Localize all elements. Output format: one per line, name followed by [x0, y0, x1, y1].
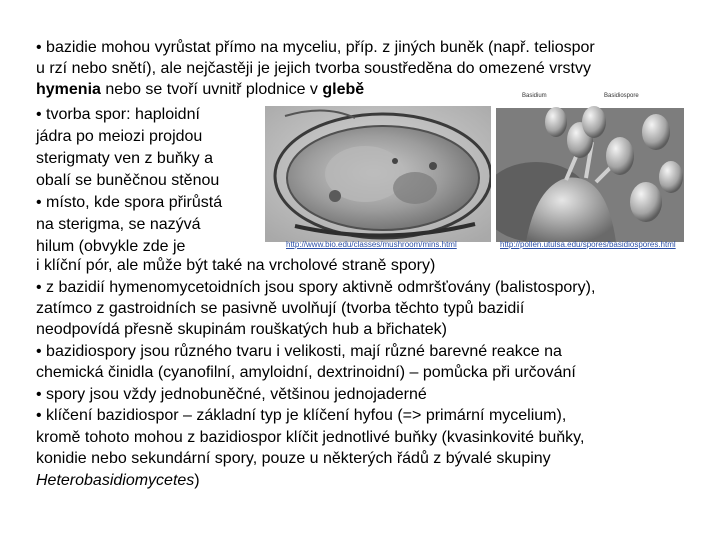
bottom-line-11	[36, 470, 200, 491]
bottom-line-6: chemická činidla (cyanofilní, amyloidní, dextrinoidní) – pomůcka při určování	[36, 364, 576, 381]
bottom-line-4: neodpovídá přesně skupinám rouškatých hub a břichatek)	[36, 321, 447, 338]
term-hymenia: hymenia	[36, 81, 101, 98]
closing-paren: )	[194, 472, 200, 489]
left-line-6: na sterigma, se nazývá	[36, 216, 201, 233]
term-heterobasidiomycetes: Heterobasidiomycetes	[36, 472, 195, 489]
left-line-5: • místo, kde spora přirůstá	[36, 194, 223, 211]
bottom-line-7: • spory jsou vždy jednobuněčné, většinou jednojaderné	[36, 386, 427, 403]
left-line-2: jádra po meiozi projdou	[36, 128, 203, 145]
bottom-line-5: • bazidiospory jsou různého tvaru i velikosti, mají různé barevné reakce na	[36, 343, 562, 360]
bottom-line-3: zatímco z gastroidních se pasivně uvolňují (tvorba těchto typů bazidií	[36, 300, 525, 317]
left-figure-source-link[interactable]: http://www.bio.edu/classes/mushroom/mins.html	[286, 240, 457, 249]
left-line-3: sterigmaty ven z buňky a	[36, 150, 213, 167]
caption-basidium: Basidium	[522, 93, 547, 99]
caption-basidiospore: Basidiospore	[604, 93, 639, 99]
bottom-line-1: i klíční pór, ale může být také na vrcholové straně spory)	[36, 257, 436, 274]
bottom-line-2: • z bazidií hymenomycetoidních jsou spory aktivně odmršťovány (balistospory),	[36, 279, 596, 296]
left-line-1: • tvorba spor: haploidní	[36, 106, 200, 123]
text-line-2: u rzí nebo snětí), ale nejčastěji je jejich tvorba soustředěna do omezené vrstvy	[36, 60, 591, 77]
basidiospore-sem-micrograph	[496, 92, 684, 242]
basidium-tem-micrograph	[265, 106, 491, 242]
bottom-line-10: konidie nebo sekundární spory, pouze u některých řádů z bývalé skupiny	[36, 450, 551, 467]
bottom-line-8: • klíčení bazidiospor – základní typ je klíčení hyfou (=> primární mycelium),	[36, 407, 567, 424]
text-line-3	[36, 79, 364, 100]
text-line-1: • bazidie mohou vyrůstat přímo na myceliu, příp. z jiných buněk (např. teliospor	[36, 39, 595, 56]
left-line-7: hilum (obvykle zde je	[36, 238, 186, 255]
right-figure-source-link[interactable]: http://pollen.utulsa.edu/spores/basidiospores.html	[500, 240, 676, 249]
left-line-4: obalí se buněčnou stěnou	[36, 172, 220, 189]
text-line-3-middle: nebo se tvoří uvnitř plodnice v	[100, 81, 323, 98]
term-gleba: glebě	[322, 81, 365, 98]
bottom-line-9: kromě tohoto mohou z bazidiospor klíčit jednotlivé buňky (kvasinkovité buňky,	[36, 429, 585, 446]
